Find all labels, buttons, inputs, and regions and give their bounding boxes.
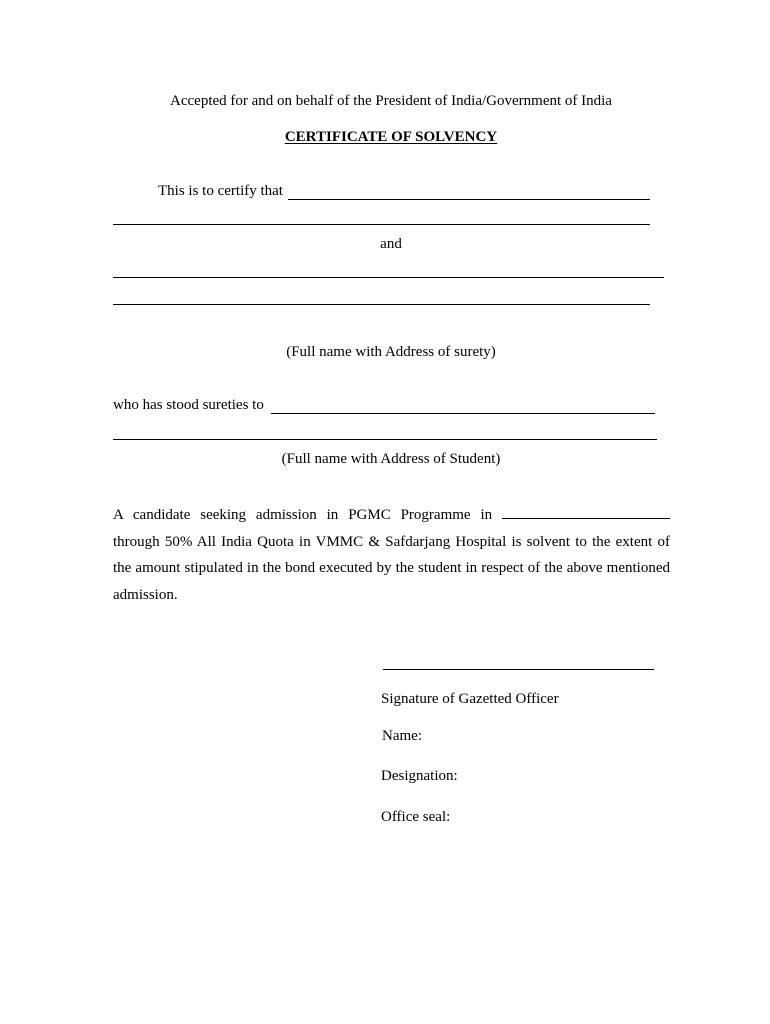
signature-blank-line bbox=[383, 669, 654, 670]
name-label: Name: bbox=[382, 728, 422, 744]
certify-intro-label: This is to certify that bbox=[158, 183, 283, 199]
sureties-intro-label: who has stood sureties to bbox=[113, 397, 264, 413]
surety-caption: (Full name with Address of surety) bbox=[286, 344, 496, 360]
office-seal-label: Office seal: bbox=[381, 809, 451, 825]
paragraph-text-part-2: through 50% All India Quota in VMMC & Safdarjang Hospital is solvent to the extent of the amount stipulated in the bond executed by the student in respect of the above mentioned admission. bbox=[113, 533, 670, 603]
solvency-paragraph bbox=[113, 502, 670, 608]
surety-blank-line-2 bbox=[113, 304, 650, 305]
certificate-title: CERTIFICATE OF SOLVENCY bbox=[284, 129, 498, 145]
certify-name-blank-line-2 bbox=[113, 224, 650, 225]
surety-blank-line-1 bbox=[113, 277, 664, 278]
paragraph-text-part-1: A candidate seeking admission in PGMC Programme in bbox=[113, 507, 502, 523]
student-blank-line-2 bbox=[113, 439, 657, 440]
certify-name-blank-line-1 bbox=[288, 199, 650, 200]
programme-year-blank-line bbox=[502, 504, 670, 519]
header-accepted-line: Accepted for and on behalf of the President of India/Government of India bbox=[170, 93, 612, 109]
designation-label: Designation: bbox=[381, 768, 458, 784]
student-blank-line-1 bbox=[271, 413, 655, 414]
and-label: and bbox=[380, 236, 402, 252]
signature-label: Signature of Gazetted Officer bbox=[381, 691, 559, 707]
student-caption: (Full name with Address of Student) bbox=[281, 451, 501, 467]
